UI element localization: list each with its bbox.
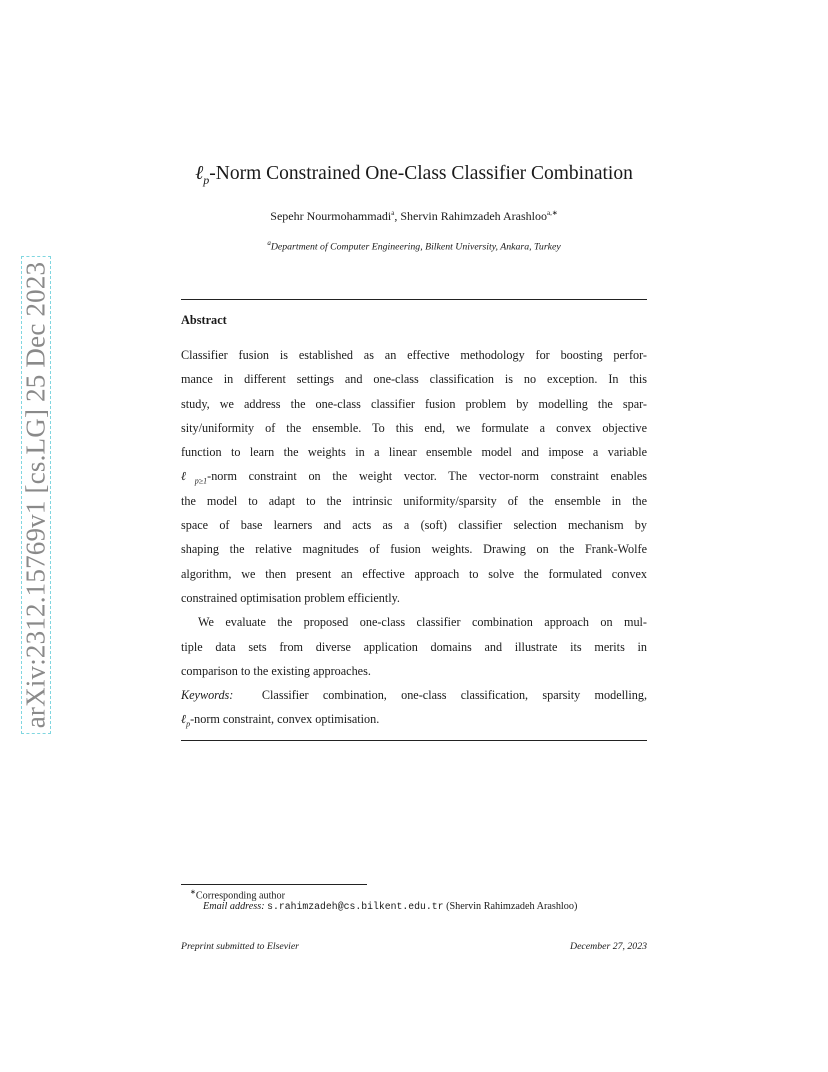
- arxiv-stamp-text: arXiv:2312.15769v1 [cs.LG] 25 Dec 2023: [20, 261, 51, 729]
- author-2: Shervin Rahimzadeh Arashloo: [400, 209, 547, 223]
- title-sub: p: [203, 172, 210, 187]
- footnote-email: [203, 901, 577, 912]
- affiliation-text: Department of Computer Engineering, Bilkent University, Ankara, Turkey: [270, 241, 561, 253]
- keywords-line: [181, 683, 647, 707]
- affiliation: [0, 239, 828, 252]
- abstract-line: We evaluate the proposed one-class classifier combination approach on mul-: [198, 615, 647, 630]
- abstract-line: constrained optimisation problem efficiently.: [181, 590, 400, 605]
- title-ell: ℓ: [195, 163, 204, 184]
- top-rule: [181, 299, 647, 300]
- abstract-line: Classifier fusion is established as an effective methodology for boosting perfor-: [181, 348, 647, 362]
- abstract-line-math: [181, 464, 647, 488]
- keywords-ell: ℓ: [181, 712, 187, 727]
- footer-right: December 27, 2023: [570, 941, 647, 952]
- footnote-rule: [181, 884, 367, 885]
- keywords-text-2: -norm constraint, convex optimisation.: [190, 712, 380, 727]
- email-address[interactable]: s.rahimzadeh@cs.bilkent.edu.tr: [267, 901, 444, 912]
- affiliation-sup: a: [267, 239, 271, 247]
- arxiv-stamp: [21, 256, 51, 734]
- abstract-line: space of base learners and acts as a (soft) classifier selection mechanism by: [181, 518, 647, 533]
- keywords-sub: p: [186, 719, 191, 729]
- abstract-line: algorithm, we then present an effective approach to solve the formulated convex: [181, 566, 647, 581]
- footnote-text: Corresponding author: [195, 890, 286, 902]
- abstract-line: sity/uniformity of the ensemble. To this end, we formulate a convex objective: [181, 420, 647, 435]
- abstract-line: the model to adapt to the intrinsic uniformity/sparsity of the ensemble in the: [181, 493, 647, 508]
- footnote-mark: ∗: [190, 888, 196, 896]
- abstract-line: comparison to the existing approaches.: [181, 663, 371, 678]
- footnote-corresponding: [190, 888, 285, 901]
- author-1-sup: a: [391, 209, 395, 217]
- bottom-rule: [181, 740, 647, 741]
- abstract-line: tiple data sets from diverse application domains and illustrate its merits in: [181, 639, 647, 654]
- author-separator: ,: [394, 209, 401, 223]
- email-label: Email address:: [203, 901, 265, 912]
- abstract-heading: Abstract: [181, 313, 227, 327]
- ell-subscript: p≥1: [194, 476, 208, 486]
- author-2-sup: a,∗: [547, 209, 558, 217]
- abstract-line: function to learn the weights in a linear ensemble model and impose a variable: [181, 445, 647, 460]
- author-1: Sepehr Nourmohammadi: [270, 209, 392, 223]
- abstract-line: mance in different settings and one-class classification is no exception. In this: [181, 372, 647, 387]
- paper-title: [0, 163, 828, 188]
- abstract-line: study, we address the one-class classifier fusion problem by modelling the spar-: [181, 396, 647, 411]
- keywords-text: Classifier combination, one-class classification, sparsity modelling,: [261, 688, 648, 703]
- authors: [0, 209, 828, 224]
- abstract-body: [181, 343, 647, 732]
- abstract-line-rest: -norm constraint on the weight vector. The vector-norm constraint enables: [207, 469, 647, 484]
- email-name: (Shervin Rahimzadeh Arashloo): [446, 901, 578, 912]
- footer-left: Preprint submitted to Elsevier: [181, 941, 299, 952]
- keywords-label: Keywords:: [181, 688, 234, 703]
- ell-symbol: ℓ: [181, 469, 195, 484]
- abstract-line: shaping the relative magnitudes of fusion weights. Drawing on the Frank-Wolfe: [181, 542, 647, 557]
- keywords-line-2: [181, 707, 647, 731]
- title-text: -Norm Constrained One-Class Classifier Combination: [209, 163, 633, 184]
